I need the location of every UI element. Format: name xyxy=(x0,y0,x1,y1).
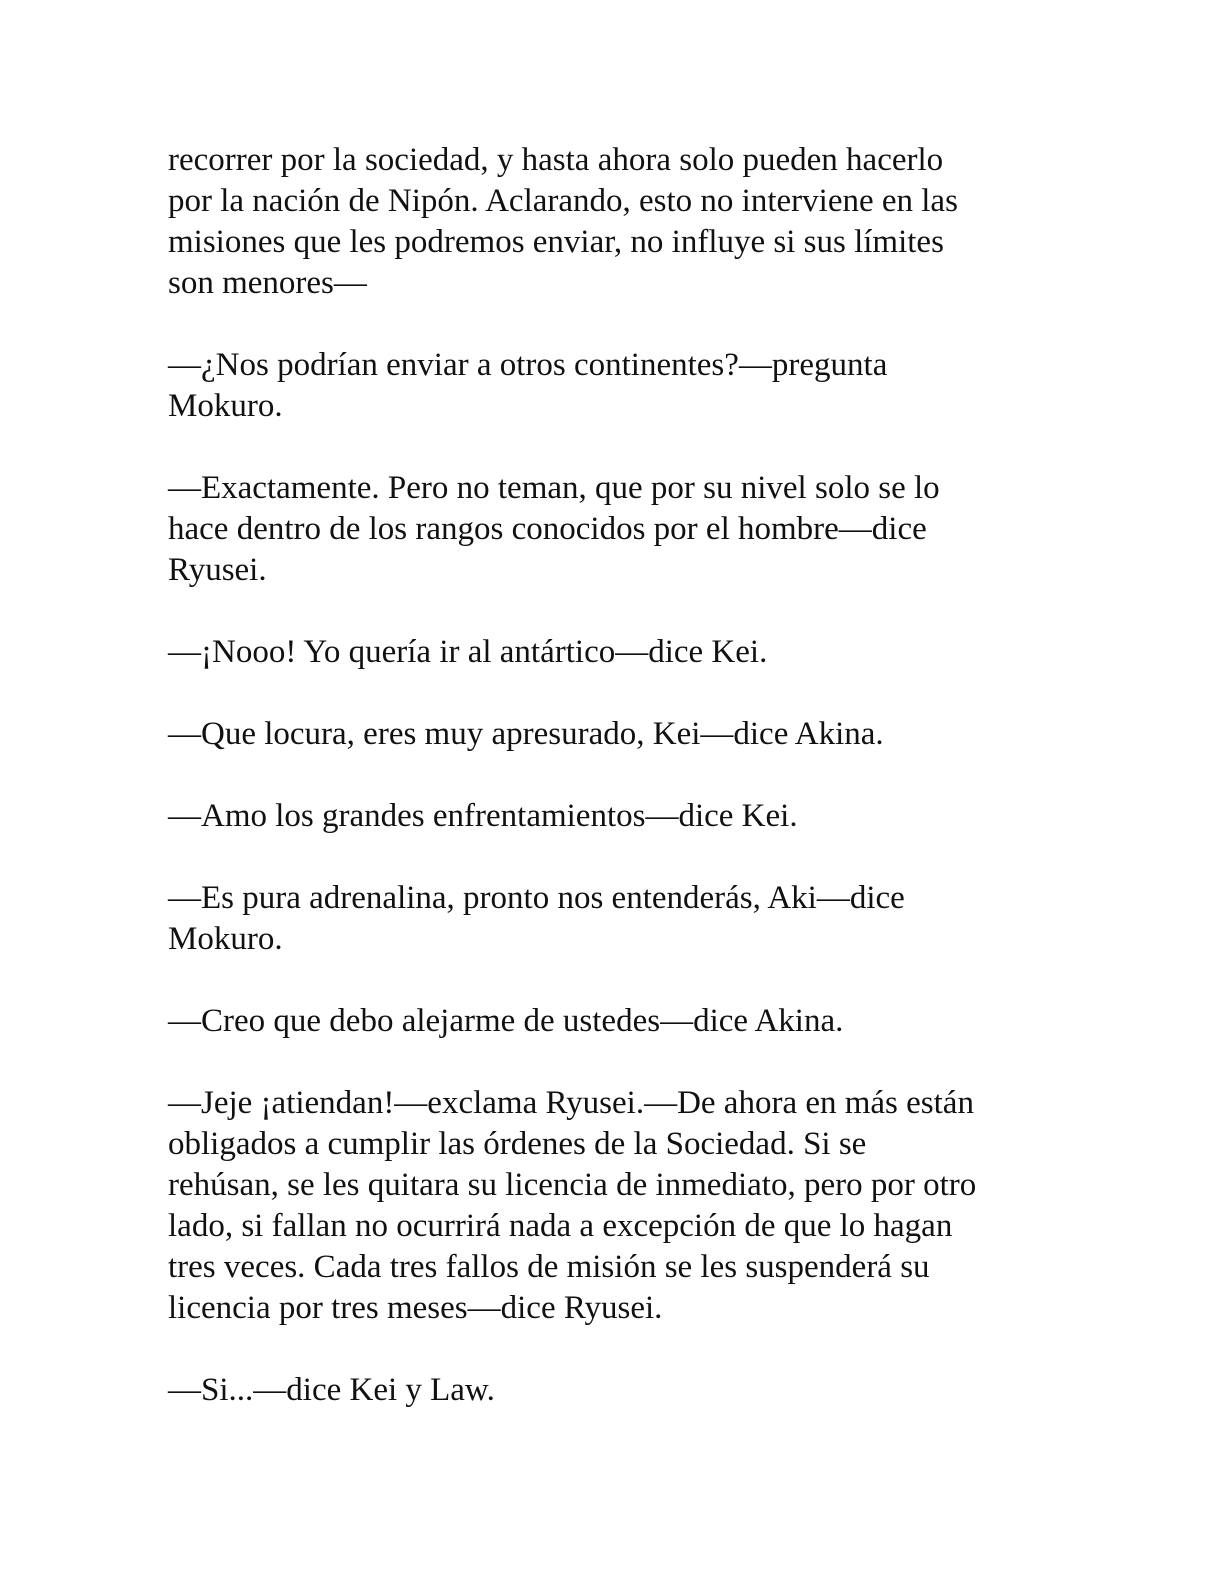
text-line: rehúsan, se les quitara su licencia de inmediato, pero por otro xyxy=(168,1167,977,1203)
text-line: Mokuro. xyxy=(168,921,283,957)
text-line: recorrer por la sociedad, y hasta ahora solo pueden hacerlo xyxy=(168,142,944,178)
paragraph-5 xyxy=(168,714,1068,755)
text-line: lado, si fallan no ocurrirá nada a excepción de que lo hagan xyxy=(168,1208,953,1244)
paragraph-8 xyxy=(168,1001,1068,1042)
text-line: misiones que les podremos enviar, no influye si sus límites xyxy=(168,224,944,260)
text-line: —Creo que debo alejarme de ustedes—dice Akina. xyxy=(168,1003,844,1039)
paragraph-2 xyxy=(168,345,1068,427)
text-line: obligados a cumplir las órdenes de la Sociedad. Si se xyxy=(168,1126,867,1162)
text-line: Ryusei. xyxy=(168,552,267,588)
paragraph-7 xyxy=(168,878,1068,960)
text-line: —Que locura, eres muy apresurado, Kei—dice Akina. xyxy=(168,716,884,752)
paragraph-1 xyxy=(168,140,1068,304)
paragraph-6 xyxy=(168,796,1068,837)
text-line: son menores— xyxy=(168,265,367,301)
text-line: —Exactamente. Pero no teman, que por su nivel solo se lo xyxy=(168,470,940,506)
paragraph-4 xyxy=(168,632,1068,673)
text-line: Mokuro. xyxy=(168,388,283,424)
text-line: por la nación de Nipón. Aclarando, esto no interviene en las xyxy=(168,183,958,219)
text-line: tres veces. Cada tres fallos de misión se les suspenderá su xyxy=(168,1249,930,1285)
text-line: licencia por tres meses—dice Ryusei. xyxy=(168,1290,663,1326)
document-text-body xyxy=(168,140,1068,1452)
paragraph-3 xyxy=(168,468,1068,591)
paragraph-9 xyxy=(168,1083,1068,1329)
text-line: —¡Nooo! Yo quería ir al antártico—dice Kei. xyxy=(168,634,768,670)
text-line: —Es pura adrenalina, pronto nos entenderás, Aki—dice xyxy=(168,880,905,916)
text-line: —Si...—dice Kei y Law. xyxy=(168,1372,495,1408)
text-line: —Amo los grandes enfrentamientos—dice Kei. xyxy=(168,798,798,834)
text-line: hace dentro de los rangos conocidos por el hombre—dice xyxy=(168,511,927,547)
text-line: —¿Nos podrían enviar a otros continentes?—pregunta xyxy=(168,347,888,383)
text-line: —Jeje ¡atiendan!—exclama Ryusei.—De ahora en más están xyxy=(168,1085,974,1121)
paragraph-10 xyxy=(168,1370,1068,1411)
